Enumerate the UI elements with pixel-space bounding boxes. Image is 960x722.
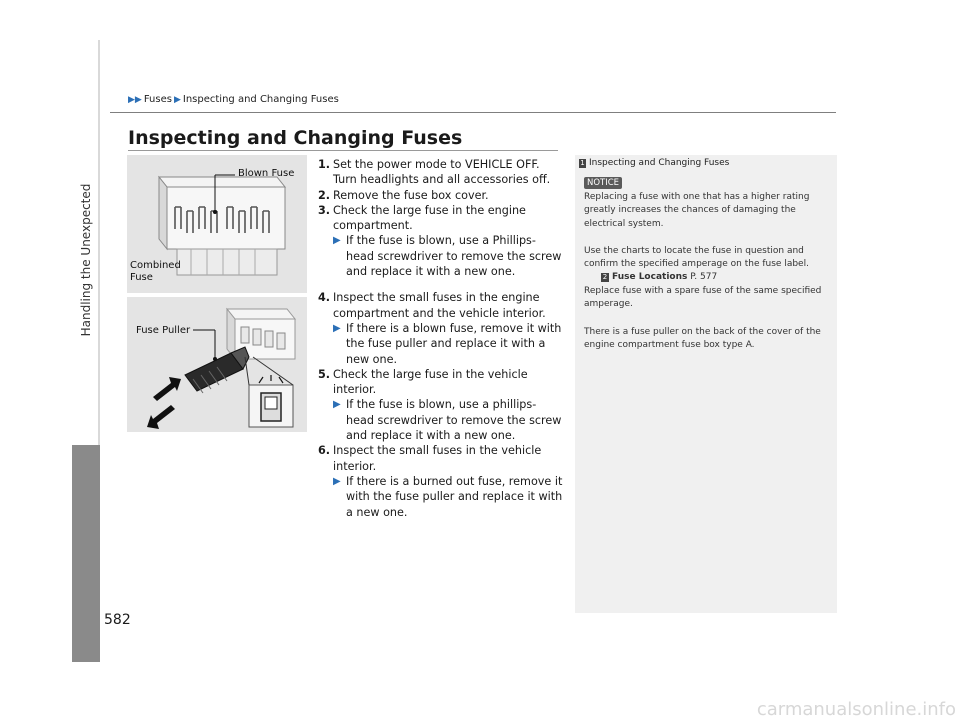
- sidebar-heading-text: Inspecting and Changing Fuses: [589, 158, 730, 168]
- fuse-puller-drawing: [127, 297, 307, 432]
- breadcrumb-arrow-icon: ▶: [173, 94, 181, 105]
- footer-watermark: carmanualsonline.info: [756, 699, 956, 720]
- note-marker-icon: 1: [580, 158, 585, 167]
- sidebar-heading: [579, 158, 729, 168]
- breadcrumb-arrow-icon: ▶▶: [128, 94, 142, 105]
- step-text: Check the large fuse in the engine compartment.: [333, 203, 526, 233]
- substep-text: If there is a blown fuse, remove it with the fuse puller and replace it with a new one.: [346, 321, 562, 366]
- fuse-puller-label: Fuse Puller: [136, 325, 191, 336]
- combined-fuse-label-line2: Fuse: [130, 272, 153, 283]
- step-text: Inspect the small fuses in the engine compartment and the vehicle interior.: [333, 291, 546, 320]
- reference-arrow-icon: 2: [602, 273, 608, 281]
- step-number: 6.: [318, 444, 331, 458]
- step-number: 5.: [318, 367, 331, 381]
- notice-text: Replacing a fuse with one that has a higher rating greatly increases the chances of damaging the electrical system.: [584, 192, 810, 229]
- combined-fuse-label-line1: Combined: [130, 260, 181, 271]
- side-tab: [72, 0, 100, 722]
- step-number: 2.: [318, 188, 331, 202]
- step-2: [318, 188, 563, 203]
- bullet-arrow-icon: ▶: [333, 475, 341, 487]
- step-number: 1.: [318, 158, 331, 171]
- bullet-arrow-icon: ▶: [333, 235, 341, 247]
- section-label: Handling the Unexpected: [79, 183, 93, 337]
- sidebar-paragraph-3: There is a fuse puller on the back of the cover of the engine compartment fuse box type A.: [584, 327, 821, 351]
- step-number: 3.: [318, 203, 331, 217]
- cross-reference[interactable]: [601, 272, 717, 282]
- step-substep: [333, 233, 563, 279]
- breadcrumb-current: Inspecting and Changing Fuses: [182, 94, 339, 105]
- fuse-puller-illustration: [127, 297, 307, 432]
- bullet-arrow-icon: ▶: [333, 322, 341, 334]
- substep-text: If there is a burned out fuse, remove it with the fuse puller and replace it with a new one.: [346, 474, 563, 519]
- combined-fuse-label: [130, 260, 181, 284]
- step-text: Check the large fuse in the vehicle interior.: [333, 367, 528, 397]
- page-number: 582: [104, 612, 131, 628]
- step-text: Inspect the small fuses in the vehicle interior.: [333, 444, 542, 473]
- step-6: [318, 443, 563, 519]
- step-text: Set the power mode to VEHICLE OFF. Turn headlights and all accessories off.: [333, 158, 551, 187]
- cross-reference-page: P. 577: [690, 272, 718, 282]
- bullet-arrow-icon: ▶: [333, 399, 341, 411]
- sidebar-paragraph-1: Use the charts to locate the fuse in question and confirm the specified amperage on the fuse label.: [584, 246, 809, 270]
- breadcrumb-fuses[interactable]: Fuses: [143, 94, 172, 105]
- notice-badge: NOTICE: [584, 177, 622, 189]
- step-5: [318, 367, 563, 443]
- step-4: [318, 290, 563, 366]
- header-rule: [110, 112, 836, 113]
- substep-text: If the fuse is blown, use a Phillips-head screwdriver to remove the screw and replace it with a new one.: [346, 234, 562, 279]
- step-substep: [333, 474, 563, 520]
- title-rule: [128, 150, 558, 151]
- step-3: [318, 203, 563, 279]
- substep-text: If the fuse is blown, use a phillips-head screwdriver to remove the screw and replace it with a new one.: [346, 398, 562, 443]
- section-marker: [72, 445, 100, 662]
- page-title: Inspecting and Changing Fuses: [128, 127, 463, 149]
- step-1: [318, 157, 563, 188]
- step-substep: [333, 397, 563, 443]
- step-number: 4.: [318, 291, 331, 305]
- cross-reference-label: Fuse Locations: [612, 272, 688, 282]
- notes-sidebar: [575, 155, 837, 613]
- sidebar-paragraph-2: Replace fuse with a spare fuse of the same specified amperage.: [584, 286, 822, 310]
- fuse-box-illustration: [127, 155, 307, 293]
- blown-fuse-label: Blown Fuse: [238, 168, 295, 179]
- step-substep: [333, 321, 563, 367]
- step-text: Remove the fuse box cover.: [333, 188, 489, 202]
- breadcrumb: [128, 94, 339, 105]
- instruction-steps: [318, 157, 563, 520]
